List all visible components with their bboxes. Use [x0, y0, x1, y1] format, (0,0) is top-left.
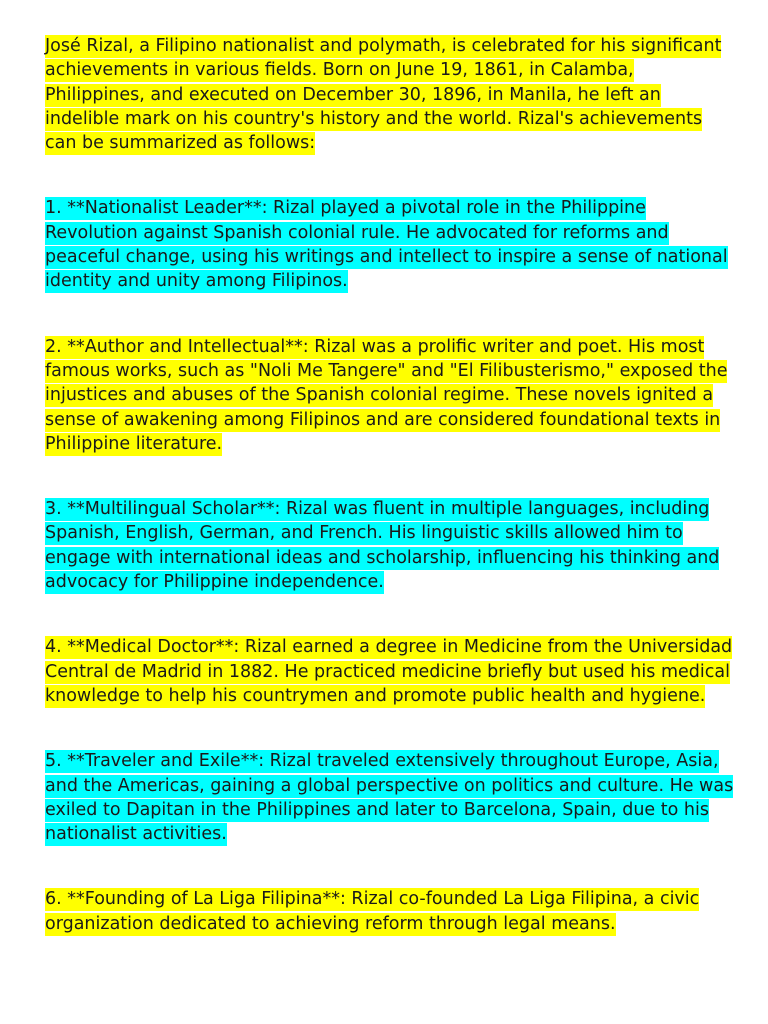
intro-paragraph-text: José Rizal, a Filipino nationalist and polymath, is celebrated for his significant achievements in various fields. Born on June 19, 1861, in Calamba, Philippines, and executed on December 30, 1896, in Manila, he left an indelible mark on his country's history and the world. Rizal's achievements can be summarized as follows:: [45, 36, 722, 154]
achievement-nationalist-leader: [45, 196, 735, 293]
achievement-text: 6. **Founding of La Liga Filipina**: Rizal co-founded La Liga Filipina, a civic organization dedicated to achieving reform through legal means.: [45, 889, 700, 934]
achievement-medical-doctor: [45, 635, 735, 708]
achievement-text: 1. **Nationalist Leader**: Rizal played a pivotal role in the Philippine Revolution against Spanish colonial rule. He advocated for reforms and peaceful change, using his writings and intellect to inspire a sense of national identity and unity among Filipinos.: [45, 198, 728, 292]
achievement-text: 4. **Medical Doctor**: Rizal earned a degree in Medicine from the Universidad Central de Madrid in 1882. He practiced medicine briefly but used his medical knowledge to help his countrymen and promote public health and hygiene.: [45, 637, 733, 706]
achievement-la-liga-filipina: [45, 887, 735, 936]
achievement-text: 3. **Multilingual Scholar**: Rizal was fluent in multiple languages, including Spanish, English, German, and French. His linguistic skills allowed him to engage with international ideas and scholarship, influencing his thinking and advocacy for Philippine independence.: [45, 499, 720, 593]
intro-paragraph: [45, 34, 735, 155]
achievement-multilingual-scholar: [45, 497, 735, 594]
document-body: [45, 34, 735, 977]
achievement-traveler-exile: [45, 749, 735, 846]
achievement-text: 5. **Traveler and Exile**: Rizal traveled extensively throughout Europe, Asia, and the Americas, gaining a global perspective on politics and culture. He was exiled to Dapitan in the Philippines and later to Barcelona, Spain, due to his nationalist activities.: [45, 751, 734, 845]
achievement-text: 2. **Author and Intellectual**: Rizal was a prolific writer and poet. His most famous works, such as "Noli Me Tangere" and "El Filibusterismo," exposed the injustices and abuses of the Spanish colonial regime. These novels ignited a sense of awakening among Filipinos and are considered foundational texts in Philippine literature.: [45, 336, 728, 454]
achievement-author-intellectual: [45, 335, 735, 456]
